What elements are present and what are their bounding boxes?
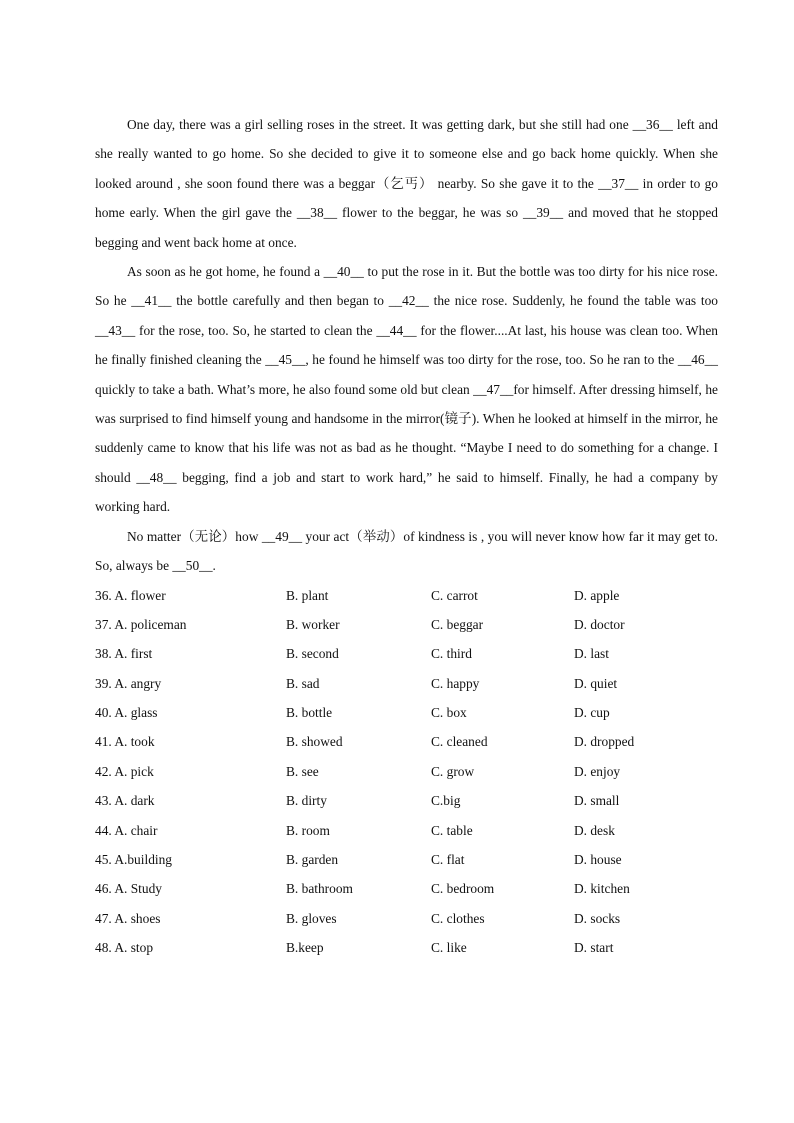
option-a: 45. A.building xyxy=(95,852,173,868)
option-a: 36. A. flower xyxy=(95,587,166,603)
option-c: C. like xyxy=(431,940,467,956)
option-a: 42. A. pick xyxy=(95,763,154,779)
question-row-38 xyxy=(95,639,718,668)
option-a: 48. A. stop xyxy=(95,940,154,956)
option-c: C. carrot xyxy=(431,587,478,603)
option-a: 39. A. angry xyxy=(95,675,162,691)
question-row-39 xyxy=(95,669,718,698)
option-c: C. bedroom xyxy=(431,881,495,897)
option-a: 41. A. took xyxy=(95,734,155,750)
option-b: B. bathroom xyxy=(286,881,353,897)
option-c: C. clothes xyxy=(431,910,485,926)
option-d: D. dropped xyxy=(574,734,635,750)
question-row-43 xyxy=(95,786,718,815)
option-c: C. cleaned xyxy=(431,734,488,750)
option-b: B. see xyxy=(286,763,319,779)
option-d: D. cup xyxy=(574,705,610,721)
option-d: D. doctor xyxy=(574,616,625,632)
question-row-45 xyxy=(95,845,718,874)
question-row-46 xyxy=(95,874,718,903)
option-b: B. worker xyxy=(286,616,340,632)
question-row-48 xyxy=(95,933,718,962)
option-c: C. table xyxy=(431,822,473,838)
question-row-44 xyxy=(95,816,718,845)
option-b: B. room xyxy=(286,822,330,838)
passage-paragraph-2: As soon as he got home, he found a __40__ to put the rose in it. But the bottle was too dirty for his nice rose. So he __41__ the bottle carefully and then began to __42__ the nice rose. Suddenly, he found the table was too __43__ for the rose, too. So, he started to clean the __44__ for the flower....At last, his house was clean too. When he finally finished cleaning the __45__, he found he himself was too dirty for the rose, too. So he ran to the __46__ quickly to take a bath. What’s more, he also found some old but clean __47__for himself. After dressing himself, he was surprised to find himself young and handsome in the mirror(镜子). When he looked at himself in the mirror, he suddenly came to know that his life was not as bad as he thought. “Maybe I need to do something for a change. I should __48__ begging, find a job and start to work hard,” he said to himself. Finally, he had a company by working hard. xyxy=(95,264,718,515)
option-b: B. dirty xyxy=(286,793,327,809)
option-c: C. flat xyxy=(431,852,465,868)
option-b: B. gloves xyxy=(286,910,337,926)
option-b: B. plant xyxy=(286,587,329,603)
option-c: C. box xyxy=(431,705,467,721)
option-a: 38. A. first xyxy=(95,646,153,662)
option-a: 40. A. glass xyxy=(95,705,158,721)
question-row-37 xyxy=(95,610,718,639)
option-d: D. last xyxy=(574,646,609,662)
option-d: D. start xyxy=(574,940,614,956)
option-c: C.big xyxy=(431,793,461,809)
passage-paragraph-1: One day, there was a girl selling roses in the street. It was getting dark, but she still had one __36__ left and she really wanted to go home. So she decided to give it to someone else and go back home quickly. When she looked around , she soon found there was a beggar（乞丐） nearby. So she gave it to the __37__ in order to go home early. When the girl gave the __38__ flower to the beggar, he was so __39__ and moved that he stopped begging and went back home at once. xyxy=(95,117,718,250)
option-a: 43. A. dark xyxy=(95,793,155,809)
option-b: B. bottle xyxy=(286,705,333,721)
option-d: D. apple xyxy=(574,587,620,603)
question-options-list xyxy=(95,581,718,963)
option-c: C. happy xyxy=(431,675,480,691)
question-row-41 xyxy=(95,727,718,756)
option-d: D. small xyxy=(574,793,620,809)
option-d: D. enjoy xyxy=(574,763,621,779)
passage-paragraph-3: No matter（无论）how __49__ your act（举动）of kindness is , you will never know how far it may get to. So, always be __50__. xyxy=(95,528,718,574)
option-b: B. showed xyxy=(286,734,343,750)
option-a: 44. A. chair xyxy=(95,822,158,838)
option-c: C. third xyxy=(431,646,472,662)
option-d: D. socks xyxy=(574,910,621,926)
option-b: B.keep xyxy=(286,940,324,956)
document-page xyxy=(95,110,718,963)
question-row-42 xyxy=(95,757,718,786)
question-row-47 xyxy=(95,904,718,933)
option-a: 46. A. Study xyxy=(95,881,162,897)
question-row-40 xyxy=(95,698,718,727)
option-c: C. grow xyxy=(431,763,475,779)
option-a: 47. A. shoes xyxy=(95,910,161,926)
option-b: B. garden xyxy=(286,852,339,868)
option-d: D. quiet xyxy=(574,675,618,691)
option-a: 37. A. policeman xyxy=(95,616,187,632)
option-d: D. desk xyxy=(574,822,615,838)
option-d: D. kitchen xyxy=(574,881,630,897)
question-row-36 xyxy=(95,581,718,610)
option-b: B. sad xyxy=(286,675,320,691)
option-c: C. beggar xyxy=(431,616,484,632)
option-b: B. second xyxy=(286,646,339,662)
option-d: D. house xyxy=(574,852,622,868)
